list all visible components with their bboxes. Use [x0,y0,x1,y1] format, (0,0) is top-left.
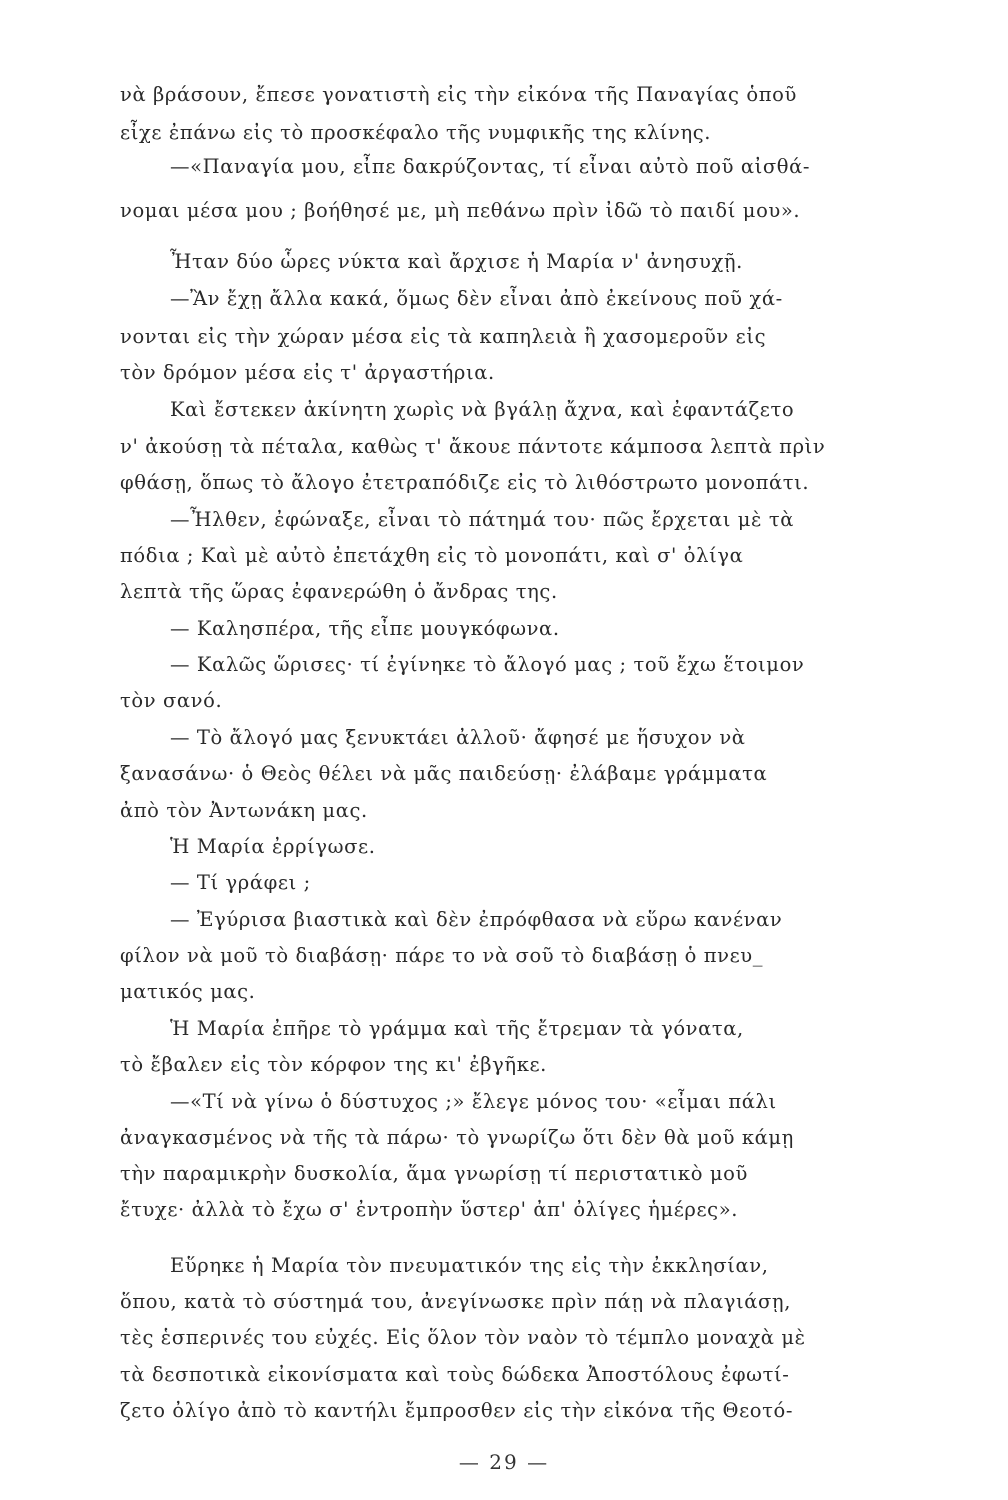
text-line: νομαι μέσα μου ; βοήθησέ με, μὴ πεθάνω πρὶν ἰδῶ τὸ παιδί μου». [120,199,801,222]
text-line: λεπτὰ τῆς ὥρας ἐφανερώθη ὁ ἄνδρας της. [120,580,558,603]
text-line: — Ἐγύρισα βιαστικὰ καὶ δὲν ἐπρόφθασα νὰ εὕρω κανέναν [170,908,783,931]
text-line: —«Παναγία μου, εἶπε δακρύζοντας, τί εἶναι αὐτὸ ποῦ αἰσθά- [170,155,811,178]
text-line: — Τί γράφει ; [170,871,311,894]
page-number: — 29 — [458,1450,550,1474]
text-line: φθάσῃ, ὅπως τὸ ἄλογο ἐτετραπόδιζε εἰς τὸ λιθόστρωτο μονοπάτι. [120,471,810,494]
text-line: — Καλησπέρα, τῆς εἶπε μουγκόφωνα. [170,617,560,640]
text-line: ἔτυχε· ἀλλὰ τὸ ἔχω σ' ἐντροπὴν ὕστερ' ἀπ' ὀλίγες ἡμέρες». [120,1198,739,1221]
text-line: τὸ ἔβαλεν εἰς τὸν κόρφον της κι' ἐβγῆκε. [120,1053,547,1076]
text-line: εἶχε ἐπάνω εἰς τὸ προσκέφαλο τῆς νυμφικῆς της κλίνης. [120,121,712,144]
text-line: πόδια ; Καὶ μὲ αὐτὸ ἐπετάχθη εἰς τὸ μονοπάτι, καὶ σ' ὀλίγα [120,544,744,567]
text-line: —Ἂν ἔχῃ ἄλλα κακά, ὅμως δὲν εἶναι ἀπὸ ἐκείνους ποῦ χά- [170,287,783,310]
text-line: τὰ δεσποτικὰ εἰκονίσματα καὶ τοὺς δώδεκα Ἀποστόλους ἐφωτί- [120,1363,790,1386]
text-line: ζετο ὀλίγο ἀπὸ τὸ καντήλι ἔμπροσθεν εἰς τὴν εἰκόνα τῆς Θεοτό- [120,1399,794,1422]
text-line: Εὕρηκε ἡ Μαρία τὸν πνευματικόν της εἰς τὴν ἐκκλησίαν, [170,1254,769,1277]
text-line: —Ἦλθεν, ἐφώναξε, εἶναι τὸ πάτημά του· πῶς ἔρχεται μὲ τὰ [170,508,795,531]
text-line: ὅπου, κατὰ τὸ σύστημά του, ἀνεγίνωσκε πρὶν πάῃ νὰ πλαγιάσῃ, [120,1290,791,1313]
text-line: ἀναγκασμένος νὰ τῆς τὰ πάρω· τὸ γνωρίζω ὅτι δὲν θὰ μοῦ κάμῃ [120,1126,794,1149]
text-line: —«Τί νὰ γίνω ὁ δύστυχος ;» ἔλεγε μόνος του· «εἶμαι πάλι [170,1090,777,1113]
text-line: τὸν σανό. [120,689,223,712]
text-line: τὲς ἑσπερινές του εὐχές. Εἰς ὅλον τὸν ναὸν τὸ τέμπλο μοναχὰ μὲ [120,1326,806,1349]
text-line: ν' ἀκούσῃ τὰ πέταλα, καθὼς τ' ἄκουε πάντοτε κάμποσα λεπτὰ πρὶν [120,435,826,458]
text-line: Ἡ Μαρία ἐρρίγωσε. [170,835,376,858]
text-line: τὴν παραμικρὴν δυσκολία, ἅμα γνωρίσῃ τί περιστατικὸ μοῦ [120,1162,748,1185]
text-line: Ἡ Μαρία ἐπῆρε τὸ γράμμα καὶ τῆς ἔτρεμαν τὰ γόνατα, [170,1017,744,1040]
text-line: Ἦταν δύο ὧρες νύκτα καὶ ἄρχισε ἡ Μαρία ν' ἀνησυχῇ. [170,250,743,273]
text-line: νονται εἰς τὴν χώραν μέσα εἰς τὰ καπηλειὰ ἢ χασομεροῦν εἰς [120,325,767,348]
text-line: νὰ βράσουν, ἔπεσε γονατιστὴ εἰς τὴν εἰκόνα τῆς Παναγίας ὁποῦ [120,83,797,106]
text-line: Καὶ ἔστεκεν ἀκίνητη χωρὶς νὰ βγάλῃ ἄχνα, καὶ ἐφαντάζετο [170,398,795,421]
text-line: τὸν δρόμον μέσα εἰς τ' ἀργαστήρια. [120,361,495,384]
text-line: — Τὸ ἄλογό μας ξενυκτάει ἀλλοῦ· ἄφησέ με ἥσυχον νὰ [170,726,746,749]
text-line: ξανασάνω· ὁ Θεὸς θέλει νὰ μᾶς παιδεύσῃ· ἐλάβαμε γράμματα [120,762,768,785]
text-line: ἀπὸ τὸν Ἀντωνάκη μας. [120,799,368,822]
text-line: φίλον νὰ μοῦ τὸ διαβάσῃ· πάρε το νὰ σοῦ τὸ διαβάσῃ ὁ πνευ_ [120,944,764,967]
text-line: ματικός μας. [120,980,256,1003]
text-line: — Καλῶς ὥρισες· τί ἐγίνηκε τὸ ἄλογό μας ; τοῦ ἔχω ἕτοιμον [170,653,805,676]
